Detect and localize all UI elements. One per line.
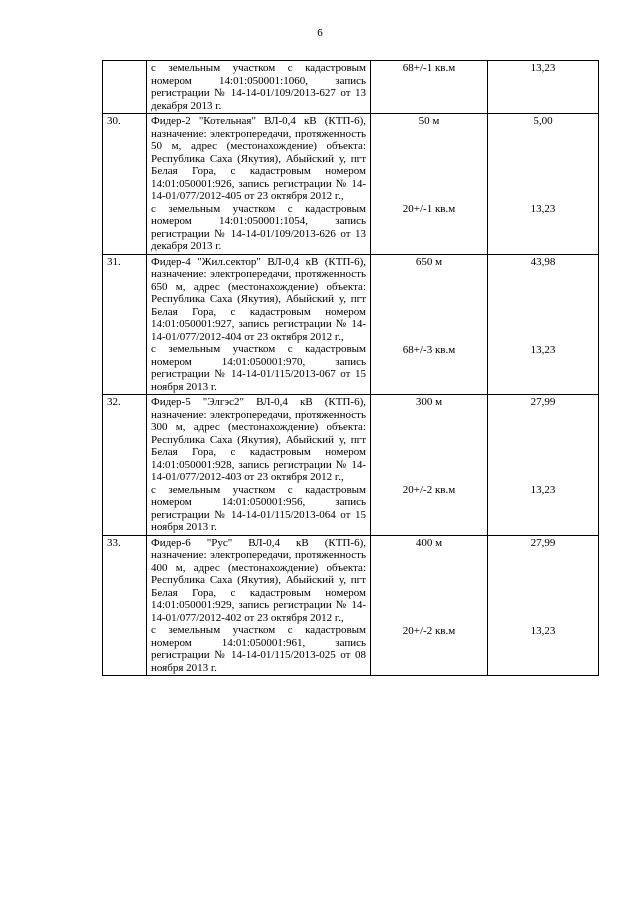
object-text: Фидер-4 "Жил.сектор" ВЛ-0,4 кВ (КТП-6), назначение: электропередачи, протяженность 650 м, адрес (местонахождение) объекта: Республика Саха (Якутия), Абыйский у, пгт Белая Гора, с кадастровым номером 14:01:050001:927, запись регистрации № 14-14-01/077/2012-404 от 23 октября 2012 г., <box>151 255 366 343</box>
value-land: 13,23 <box>530 624 556 637</box>
value-cell <box>488 114 599 255</box>
object-text: Фидер-6 "Рус" ВЛ-0,4 кВ (КТП-6), назначение: электропередачи, протяженность 400 м, адрес (местонахождение) объекта: Республика Саха (Якутия), Абыйский у, пгт Белая Гора, с кадастровым номером 14:01:050001:929, запись регистрации № 14-14-01/077/2012-402 от 23 октября 2012 г., <box>151 536 366 624</box>
value-cell <box>488 535 599 676</box>
size-cell <box>371 395 488 536</box>
value-land: 13,23 <box>530 203 556 215</box>
value-object: 43,98 <box>530 255 556 268</box>
value-object: 5,00 <box>533 115 553 127</box>
object-text: Фидер-5 "Элгэс2" ВЛ-0,4 кВ (КТП-6), назначение: электропередачи, протяженность 300 м, адрес (местонахождение) объекта: Республика Саха (Якутия), Абыйский у, пгт Белая Гора, с кадастровым номером 14:01:050001:928, запись регистрации № 14-14-01/077/2012-403 от 23 октября 2012 г., <box>151 396 366 483</box>
description-cell <box>147 254 371 395</box>
value-cell <box>488 395 599 536</box>
size-land: 20+/-2 кв.м <box>402 624 456 637</box>
description-cell <box>147 114 371 255</box>
property-table <box>102 60 599 676</box>
land-plot-text: с земельным участком с кадастровым номером 14:01:050001:961, запись регистрации № 14-14-01/115/2013-025 от 08 ноября 2013 г. <box>151 624 366 674</box>
size-object: 400 м <box>415 536 443 549</box>
size-object: 300 м <box>415 396 443 408</box>
size-cell <box>371 535 488 676</box>
value-land: 13,23 <box>530 343 556 356</box>
land-plot-text: с земельным участком с кадастровым номером 14:01:050001:956, запись регистрации № 14-14-01/115/2013-064 от 15 ноября 2013 г. <box>151 483 366 533</box>
row-number: 30. <box>103 114 147 255</box>
description-cell <box>147 395 371 536</box>
table-row <box>103 535 599 676</box>
land-plot-text: с земельным участком с кадастровым номером 14:01:050001:1060, запись регистрации № 14-14-01/109/2013-627 от 13 декабря 2013 г. <box>151 62 366 112</box>
size-cell <box>371 114 488 255</box>
size-object: 650 м <box>415 255 443 268</box>
value-object: 27,99 <box>530 396 556 408</box>
description-cell <box>147 535 371 676</box>
object-text: Фидер-2 "Котельная" ВЛ-0,4 кВ (КТП-6), назначение: электропередачи, протяженность 50 м, адрес (местонахождение) объекта: Республика Саха (Якутия), Абыйский у, пгт Белая Гора, с кадастровым номером 14:01:050001:926, запись регистрации № 14-14-01/077/2012-405 от 23 октября 2012 г., <box>151 115 366 202</box>
value-cell <box>488 61 599 114</box>
table-row <box>103 61 599 114</box>
value-land: 13,23 <box>530 484 556 496</box>
size-land: 68+/-1 кв.м <box>402 62 456 74</box>
value-object: 27,99 <box>530 536 556 549</box>
table-row <box>103 395 599 536</box>
size-cell <box>371 61 488 114</box>
table-row <box>103 114 599 255</box>
size-land: 20+/-1 кв.м <box>402 203 456 215</box>
size-land: 68+/-3 кв.м <box>402 343 456 356</box>
size-cell <box>371 254 488 395</box>
value-cell <box>488 254 599 395</box>
row-number: 32. <box>103 395 147 536</box>
row-number: 31. <box>103 254 147 395</box>
land-plot-text: с земельным участком с кадастровым номером 14:01:050001:970, запись регистрации № 14-14-01/115/2013-067 от 15 ноября 2013 г. <box>151 343 366 393</box>
value-land: 13,23 <box>530 62 556 74</box>
table-row <box>103 254 599 395</box>
row-number <box>103 61 147 114</box>
description-cell <box>147 61 371 114</box>
size-object: 50 м <box>418 115 440 127</box>
row-number: 33. <box>103 535 147 676</box>
land-plot-text: с земельным участком с кадастровым номером 14:01:050001:1054, запись регистрации № 14-14-01/109/2013-626 от 13 декабря 2013 г. <box>151 202 366 252</box>
size-land: 20+/-2 кв.м <box>402 484 456 496</box>
page-number: 6 <box>317 27 323 39</box>
